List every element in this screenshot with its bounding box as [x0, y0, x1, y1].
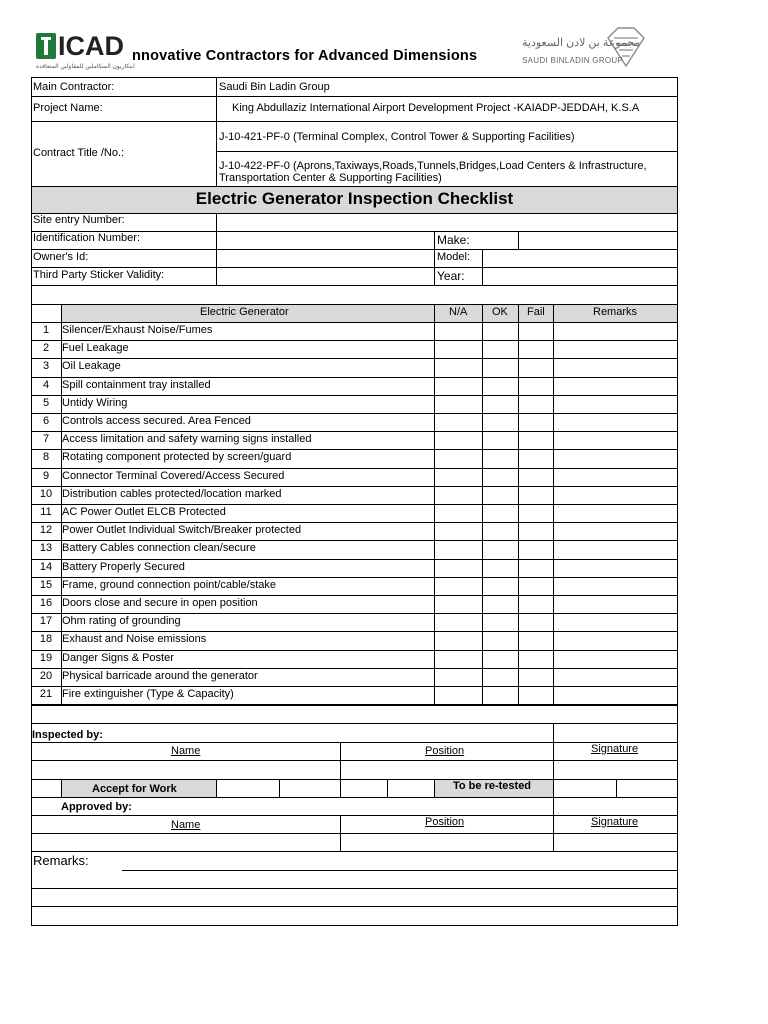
group-logo-text: SAUDI BINLADIN GROUP [522, 56, 624, 65]
main-contractor-label: Main Contractor: [33, 81, 115, 93]
group-logo-arabic: مجموعة بن لادن السعودية [522, 37, 641, 49]
item-number: 18 [39, 633, 53, 646]
sticker-validity-label: Third Party Sticker Validity: [33, 269, 165, 281]
item-text: Controls access secured. Area Fenced [62, 415, 251, 427]
item-number: 12 [39, 524, 53, 537]
header-item: Electric Generator [200, 306, 289, 318]
item-number: 20 [39, 669, 53, 682]
item-text: Physical barricade around the generator [62, 669, 258, 682]
item-number: 2 [42, 342, 50, 355]
item-text: Ohm rating of grounding [62, 615, 181, 628]
item-text: Battery Cables connection clean/secure [62, 542, 256, 555]
contract-2-line2: Transportation Center & Supporting Facilities) [219, 172, 442, 184]
to-be-retested-option[interactable]: To be re-tested [453, 780, 532, 792]
item-text: Battery Properly Secured [62, 560, 185, 573]
item-number: 16 [39, 597, 53, 609]
item-text: Exhaust and Noise emissions [62, 633, 207, 646]
item-number: 6 [42, 415, 50, 427]
make-label: Make: [437, 233, 470, 247]
item-number: 17 [39, 615, 53, 628]
item-text: Distribution cables protected/location marked [62, 487, 282, 500]
item-text: Untidy Wiring [62, 396, 128, 409]
logo-text: ICAD [58, 31, 124, 61]
item-number: 9 [42, 469, 50, 482]
item-text: Oil Leakage [62, 360, 121, 373]
item-text: Silencer/Exhaust Noise/Fumes [62, 324, 213, 336]
project-name-value: King Abdullaziz International Airport Development Project -KAIADP-JEDDAH, K.S.A [232, 102, 640, 114]
inspected-by-label: Inspected by: [32, 729, 103, 741]
year-label: Year: [437, 269, 465, 283]
item-number: 19 [39, 651, 53, 664]
item-text: Rotating component protected by screen/guard [62, 451, 292, 464]
identification-label: Identification Number: [33, 232, 140, 244]
item-number: 8 [42, 451, 50, 464]
item-number: 5 [42, 396, 50, 409]
header-ok: OK [492, 306, 508, 318]
owner-id-label: Owner's Id: [33, 251, 89, 263]
item-number: 10 [39, 487, 53, 500]
site-entry-label: Site entry Number: [33, 214, 125, 226]
main-contractor-value: Saudi Bin Ladin Group [219, 81, 330, 93]
remarks-label: Remarks: [33, 853, 89, 868]
signature-header-2: Signature [591, 816, 639, 828]
item-text: Danger Signs & Poster [62, 651, 174, 664]
project-name-label: Project Name: [33, 102, 103, 114]
item-text: Power Outlet Individual Switch/Breaker protected [62, 524, 302, 537]
header-fail: Fail [527, 306, 545, 318]
item-number: 15 [39, 578, 53, 591]
contract-label: Contract Title /No.: [33, 147, 125, 159]
name-header-2: Name [171, 819, 201, 831]
item-text: Frame, ground connection point/cable/stake [62, 578, 277, 591]
item-text: Fire extinguisher (Type & Capacity) [62, 688, 234, 700]
saudi-binladin-logo [522, 26, 648, 70]
item-number: 13 [39, 542, 53, 555]
item-text: Spill containment tray installed [62, 378, 211, 391]
header-remarks: Remarks [593, 306, 638, 318]
item-text: Fuel Leakage [62, 342, 129, 355]
accept-for-work-option[interactable]: Accept for Work [92, 783, 177, 795]
item-text: AC Power Outlet ELCB Protected [62, 506, 226, 518]
item-number: 4 [42, 378, 50, 391]
item-number: 21 [39, 688, 53, 700]
item-number: 11 [40, 506, 52, 518]
item-number: 7 [42, 433, 50, 446]
company-name: nnovative Contractors for Advanced Dimensions [132, 48, 478, 64]
contract-2-line1: J-10-422-PF-0 (Aprons,Taxiways,Roads,Tunnels,Bridges,Load Centers & Infrastructure, [219, 160, 647, 172]
signature-header: Signature [591, 743, 639, 755]
item-text: Doors close and secure in open position [62, 597, 258, 609]
model-label: Model: [437, 251, 471, 263]
header-na: N/A [449, 306, 468, 318]
position-header: Position [425, 745, 465, 757]
item-number: 14 [39, 560, 53, 573]
item-text: Access limitation and safety warning signs installed [62, 433, 312, 446]
page-title: Electric Generator Inspection Checklist [195, 189, 514, 208]
position-header-2: Position [425, 816, 465, 828]
item-text: Connector Terminal Covered/Access Secured [62, 469, 285, 482]
approved-by-label: Approved by: [61, 801, 132, 813]
item-number: 1 [42, 324, 50, 336]
item-number: 3 [42, 360, 50, 373]
name-header: Name [171, 745, 201, 757]
logo-arabic-caption: ابتكاريون المتكاملين للمقاولين المتعاقدة [36, 64, 135, 70]
contract-1: J-10-421-PF-0 (Terminal Complex, Control Tower & Supporting Facilities) [219, 131, 575, 143]
